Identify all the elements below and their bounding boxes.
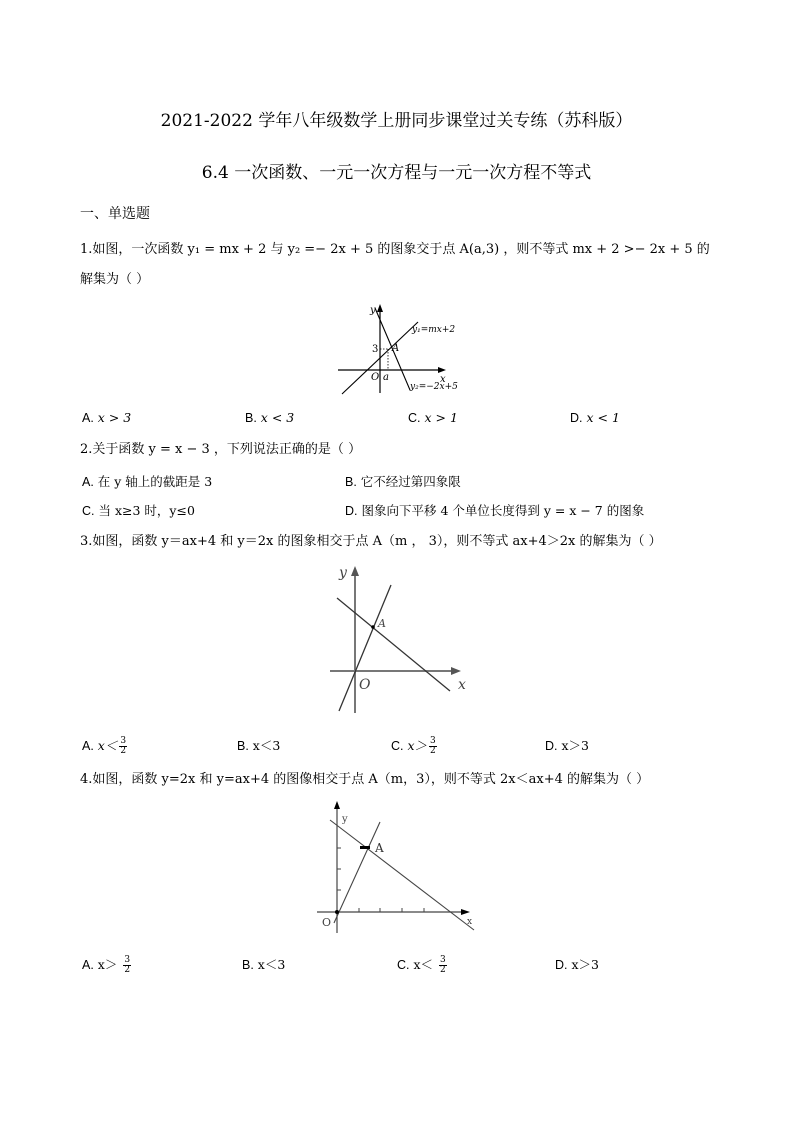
question-1-option-c[interactable] bbox=[408, 408, 458, 428]
option-label: C. bbox=[397, 958, 410, 972]
option-label: A. bbox=[82, 958, 94, 972]
option-text: x > 1 bbox=[424, 410, 458, 425]
question-3-option-d[interactable] bbox=[545, 736, 589, 756]
question-1-option-b[interactable] bbox=[245, 408, 294, 428]
option-label: B. bbox=[245, 411, 257, 425]
option-label: B. bbox=[345, 475, 357, 489]
question-3-stem bbox=[80, 532, 662, 552]
svg-text:y: y bbox=[342, 814, 348, 825]
question-4-option-a[interactable] bbox=[82, 955, 131, 975]
option-label: D. bbox=[570, 411, 583, 425]
question-2-option-a[interactable] bbox=[82, 472, 212, 492]
question-text: 关于函数 y = x − 3 ，下列说法正确的是（ ） bbox=[92, 442, 362, 457]
question-2-option-d[interactable] bbox=[345, 501, 644, 521]
svg-text:y₁=mx+2: y₁=mx+2 bbox=[412, 325, 456, 335]
option-text: x＜ bbox=[97, 738, 118, 753]
question-2-option-c[interactable] bbox=[82, 501, 195, 521]
svg-text:O: O bbox=[359, 677, 371, 693]
svg-text:x: x bbox=[440, 374, 446, 385]
svg-text:O: O bbox=[322, 916, 332, 929]
question-1-figure bbox=[330, 298, 480, 398]
question-number: 1. bbox=[80, 242, 93, 257]
document-subtitle: 6.4 一次函数、一元一次方程与一元一次方程不等式 bbox=[201, 163, 592, 183]
option-label: C. bbox=[82, 504, 95, 518]
fraction: $\frac{3}{2}$ bbox=[120, 736, 127, 756]
y-axis-label: y bbox=[370, 305, 376, 316]
question-4-stem bbox=[80, 770, 649, 790]
question-4-option-c[interactable] bbox=[397, 955, 447, 975]
svg-text:3: 3 bbox=[372, 344, 379, 355]
svg-text:O: O bbox=[371, 372, 380, 383]
option-text: x＞ bbox=[97, 957, 122, 972]
option-text: 当 x≥3 时，y≤0 bbox=[98, 503, 195, 518]
option-text: 在 y 轴上的截距是 3 bbox=[97, 474, 213, 489]
option-text: x > 3 bbox=[97, 410, 132, 425]
question-4-option-d[interactable] bbox=[555, 955, 599, 975]
question-text: 如图，函数 y=2x 和 y=ax+4 的图像相交于点 A（m，3），则不等式 2x＜ax+4 的解集为（ ） bbox=[92, 772, 650, 787]
option-label: B. bbox=[242, 958, 254, 972]
question-1-option-a[interactable] bbox=[82, 408, 131, 428]
option-text: x＞3 bbox=[561, 738, 589, 753]
option-text: x＞3 bbox=[571, 957, 599, 972]
svg-text:A: A bbox=[378, 617, 386, 630]
question-number: 2. bbox=[80, 442, 93, 457]
svg-text:A: A bbox=[375, 841, 384, 855]
question-3-option-c[interactable] bbox=[391, 736, 437, 756]
option-text: x < 3 bbox=[260, 410, 295, 425]
option-label: B. bbox=[237, 739, 249, 753]
option-text: x＜3 bbox=[257, 957, 286, 972]
question-text: 如图，一次函数 y₁ = mx + 2 与 y₂ =− 2x + 5 的图象交于点 A(a,3) ，则不等式 mx + 2 >− 2x + 5 的 bbox=[92, 242, 710, 257]
option-label: D. bbox=[555, 958, 568, 972]
option-text: x＜3 bbox=[252, 738, 281, 753]
question-3-figure bbox=[325, 563, 475, 718]
question-1-stem bbox=[80, 240, 710, 260]
svg-text:y: y bbox=[339, 565, 347, 581]
option-label: D. bbox=[545, 739, 558, 753]
question-1-option-d[interactable] bbox=[570, 408, 620, 428]
question-2-stem bbox=[80, 440, 361, 460]
option-text: 图象向下平移 4 个单位长度得到 y = x − 7 的图象 bbox=[361, 503, 645, 518]
svg-text:y₂=−2x+5: y₂=−2x+5 bbox=[410, 382, 458, 392]
question-4-option-b[interactable] bbox=[242, 955, 285, 975]
question-text: 如图，函数 y＝ax+4 和 y＝2x 的图象相交于点 A（m ， 3），则不等式 ax+4＞2x 的解集为（ ） bbox=[92, 534, 662, 549]
option-label: D. bbox=[345, 504, 358, 518]
question-2-option-b[interactable] bbox=[345, 472, 461, 492]
svg-text:A: A bbox=[392, 343, 400, 354]
section-heading: 一、单选题 bbox=[80, 206, 150, 222]
svg-text:x: x bbox=[458, 677, 466, 693]
option-label: C. bbox=[391, 739, 404, 753]
svg-text:x: x bbox=[467, 917, 473, 927]
option-label: A. bbox=[82, 475, 94, 489]
question-number: 4. bbox=[80, 772, 93, 787]
svg-text:a: a bbox=[383, 372, 389, 383]
fraction: $\frac{3}{2}$ bbox=[440, 955, 446, 975]
question-1-stem-line2: 解集为（ ） bbox=[80, 272, 150, 287]
question-3-option-a[interactable] bbox=[82, 736, 127, 756]
option-label: A. bbox=[82, 739, 94, 753]
question-number: 3. bbox=[80, 534, 93, 549]
option-text: 它不经过第四象限 bbox=[360, 474, 461, 489]
option-text: x＞ bbox=[407, 738, 428, 753]
option-label: A. bbox=[82, 411, 94, 425]
question-4-figure bbox=[312, 798, 477, 938]
option-text: x＜ bbox=[413, 957, 438, 972]
fraction: $\frac{3}{2}$ bbox=[430, 736, 436, 756]
question-3-option-b[interactable] bbox=[237, 736, 280, 756]
option-label: C. bbox=[408, 411, 421, 425]
option-text: x < 1 bbox=[586, 410, 620, 425]
fraction: $\frac{3}{2}$ bbox=[124, 955, 131, 975]
document-title: 2021-2022 学年八年级数学上册同步课堂过关专练（苏科版） bbox=[160, 111, 633, 131]
